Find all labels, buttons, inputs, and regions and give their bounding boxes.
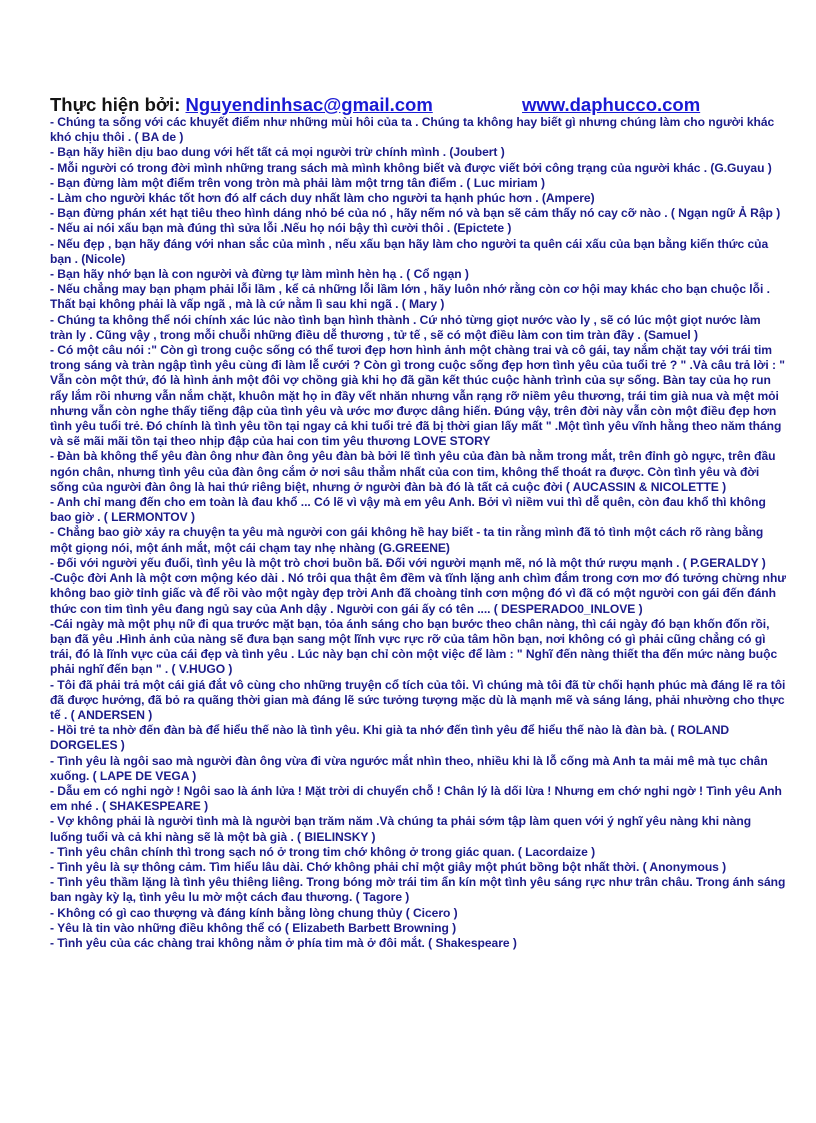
quote-item: - Yêu là tin vào những điều không thể có ( Elizabeth Barbett Browning ) xyxy=(50,920,457,935)
quote-item: - Nếu ai nói xấu bạn mà đúng thì sửa lỗi .Nếu họ nói bậy thì cười thôi . (Epictete ) xyxy=(50,221,512,236)
quote-item: - Đối với người yếu đuối, tình yêu là một trò chơi buồn bã. Đối với người mạnh mẽ, nó là một thứ rượu mạnh . ( P.GERALDY ) xyxy=(50,555,766,570)
quote-item: - Tình yêu chân chính thì trong sạch nó ở trong tim chớ không ở trong giác quan. ( Lacordaize ) xyxy=(50,844,596,859)
quote-item: - Nếu chẳng may bạn phạm phải lỗi lầm , kể cả những lỗi lầm lớn , hãy luôn nhớ rằng còn cơ hội may khác cho bạn chuộc lỗi . Thất bại không phải là vấp ngã , mà là cứ nằm lì sau khi ngã . ( Mary ) xyxy=(50,282,770,312)
quote-item: - Tôi đã phải trả một cái giá đắt vô cùng cho những truyện cổ tích của tôi. Vì chúng mà tôi đã từ chối hạnh phúc mà đáng lẽ ra tôi đã được hưởng, đã bỏ ra quãng thời gian mà đáng lẽ sức tưởng tượng mặc dù là mạnh mẽ và sáng láng, phải nhường cho thực tế . ( ANDERSEN ) xyxy=(50,677,786,722)
website-link[interactable]: www.daphucco.com xyxy=(522,94,701,115)
quote-item: - Không có gì cao thượng và đáng kính bằng lòng chung thủy ( Cicero ) xyxy=(50,905,458,920)
quote-list xyxy=(50,115,786,951)
quote-item: - Anh chỉ mang đến cho em toàn là đau khổ ... Có lẽ vì vậy mà em yêu Anh. Bởi vì niềm vui thì dễ quên, còn đau khổ thì không bao giờ . ( LERMONTOV ) xyxy=(50,495,766,525)
quote-item: - Nếu đẹp , bạn hãy đáng với nhan sắc của mình , nếu xấu bạn hãy làm cho người ta quên cái xấu của bạn bằng kiến thức của bạn . (Nicole) xyxy=(50,236,769,266)
quote-item: - Chúng ta không thể nói chính xác lúc nào tình bạn hình thành . Cứ nhỏ từng giọt nước vào ly , sẽ có lúc một giọt nước làm tràn ly . Cũng vậy , trong mỗi chuỗi những điều dễ thương , tử tế , sẽ có một điều làm con tim tràn đầy . (Samuel ) xyxy=(50,312,761,342)
quote-item: - Tình yêu là ngôi sao mà người đàn ông vừa đi vừa ngước mắt nhìn theo, nhiều khi là lỗ cống mà Anh ta mải mê mà tục chân xuống. ( LAPE DE VEGA ) xyxy=(50,753,768,783)
quote-item: - Bạn hãy hiền dịu bao dung với hết tất cả mọi người trừ chính mình . (Joubert ) xyxy=(50,145,505,160)
email-link[interactable]: Nguyendinhsac@gmail.com xyxy=(185,94,433,115)
quote-item: - Đàn bà không thể yêu đàn ông như đàn ông yêu đàn bà bởi lẽ tình yêu của đàn bà nằm trong mắt, trên đỉnh gò ngực, trên đầu ngón chân, nhưng tình yêu của đàn ông cắm ở nơi sâu thẳm nhất của con tim, không thể thoát ra được. Còn tình yêu và đời sống của người đàn ông là hai thứ riêng biệt, nhưng ở người đàn bà đó là tất cả cuộc đời ( AUCASSIN & NICOLETTE ) xyxy=(50,449,776,494)
quote-item: - Chúng ta sống với các khuyết điểm như những mùi hôi của ta . Chúng ta không hay biết gì nhưng chúng làm cho người khác khó chịu thôi . ( BA de ) xyxy=(50,115,775,145)
quote-item: - Tình yêu là sự thông cảm. Tìm hiểu lâu dài. Chớ không phải chỉ một giây một phút bồng bột nhất thời. ( Anonymous ) xyxy=(50,859,727,874)
document-page xyxy=(50,94,786,951)
quote-item: - Làm cho người khác tốt hơn đó alf cách duy nhất làm cho người ta hạnh phúc hơn . (Ampere) xyxy=(50,191,595,206)
quote-item: - Bạn đừng phán xét hạt tiêu theo hình dáng nhỏ bé của nó , hãy nếm nó và bạn sẽ cảm thấy nó cay cỡ nào . ( Ngạn ngữ Ả Rập ) xyxy=(50,206,781,221)
quote-item: - Bạn hãy nhớ bạn là con người và đừng tự làm mình hèn hạ . ( Cổ ngạn ) xyxy=(50,267,469,282)
quote-item: - Dẫu em có nghi ngờ ! Ngôi sao là ánh lửa ! Mặt trời di chuyển chỗ ! Chân lý là dối lừa ! Nhưng em chớ nghi ngờ ! Tình yêu Anh em nhé . ( SHAKESPEARE ) xyxy=(50,783,782,814)
quote-item: -Cuộc đời Anh là một cơn mộng kéo dài . Nó trôi qua thật êm đềm và tĩnh lặng anh chìm đắm trong cơn mơ đó tưởng chừng như không bao giờ tỉnh giấc và để rồi vào một ngày đẹp trời Anh đã choàng tỉnh cơn mộng đó vì đã có một người con gái đến đánh thức con tim tình yêu đang ngủ say của Anh dậy . Người con gái ấy có tên .... ( DESPERADO0_INLOVE ) xyxy=(50,571,787,616)
header-label: Thực hiện bởi: xyxy=(50,94,181,115)
quote-item: - Mỗi người có trong đời mình những trang sách mà mình không biết và được viết bởi công trạng của người khác . (G.Guyau ) xyxy=(50,160,772,175)
quote-item: - Tình yêu của các chàng trai không nằm ở phía tim mà ở đôi mắt. ( Shakespeare ) xyxy=(50,935,517,950)
quote-item: - Hồi trẻ ta nhờ đến đàn bà để hiểu thế nào là tình yêu. Khi già ta nhớ đến tình yêu để hiểu thế nào là đàn bà. ( ROLAND DORGELES ) xyxy=(50,723,730,753)
quote-item: - Chẳng bao giờ xảy ra chuyện ta yêu mà người con gái không hề hay biết - ta tin rằng mình đã tỏ tình một cách rõ ràng bằng một giọng nói, một ánh mắt, một cái chạm tay nhẹ nhàng (G.GREENE) xyxy=(50,525,764,555)
quote-item: - Tình yêu thầm lặng là tình yêu thiêng liêng. Trong bóng mờ trái tim ẩn kín một tình yêu sáng rực như trân châu. Trong ánh sáng ban ngày kỳ lạ, tình yêu lu mờ một cách đau thương. ( Tagore ) xyxy=(50,875,786,905)
quote-item: - Bạn đừng làm một điểm trên vong tròn mà phải làm một trng tân điểm . ( Luc miriam ) xyxy=(50,175,546,190)
header xyxy=(50,94,786,116)
quote-item: - Có một câu nói :" Còn gì trong cuộc sống có thể tươi đẹp hơn hình ảnh một chàng trai và cô gái, tay nắm chặt tay với trái tim trong sáng và tràn ngập tình yêu cùng đi làm lễ cưới ? Còn gì trong cuộc sống đẹp hơn tình yêu của tuổi trẻ ? " .Và câu trả lời : " Vẫn còn một thứ, đó là hình ảnh một đôi vợ chồng già khi họ đã gần kết thúc cuộc hành trình của sự sống. Bàn tay của họ run rẩy lắm rồi nhưng vẫn nắm chặt, khuôn mặt họ in đầy vết nhăn nhưng vẫn rạng rỡ niềm yêu thương, trái tim già nua và mệt mỏi nhưng vẫn còn nghe thấy tiếng đập của tình yêu và ước mơ được dâng hiến. Đúng vậy, trên đời này vẫn còn một điều đẹp hơn tình yêu tuổi trẻ. Đó chính là tình yêu tồn tại ngay cả khi tuổi trẻ đã bị thời gian lấy mất " .Một tình yêu vĩnh hằng theo năm tháng và sẽ mãi mãi tồn tại theo nhịp đập của hai con tim yêu thương LOVE STORY xyxy=(50,343,785,449)
quote-item: -Cái ngày mà một phụ nữ đi qua trước mặt bạn, tỏa ánh sáng cho bạn bước theo chân nàng, thì cái ngày đó bạn khốn đốn rồi, bạn đã yêu .Hình ảnh của nàng sẽ đưa bạn sang một lĩnh vực rực rỡ của tâm hồn bạn, nơi không có gì phải cũng chẳng có gì trái, đó là lĩnh vực của cái đẹp và tình yêu . Lúc này bạn chỉ còn một việc để làm : " Nghĩ đến nàng thiết tha đến mức nàng buộc phải nghĩ đến bạn " . ( V.HUGO ) xyxy=(50,616,778,677)
quote-item: - Vợ không phải là người tình mà là người bạn trăm năm .Và chúng ta phải sớm tập làm quen với ý nghĩ yêu nàng khi nàng luống tuổi và cả khi nàng sẽ là một bà già . ( BIELINSKY ) xyxy=(50,814,752,844)
